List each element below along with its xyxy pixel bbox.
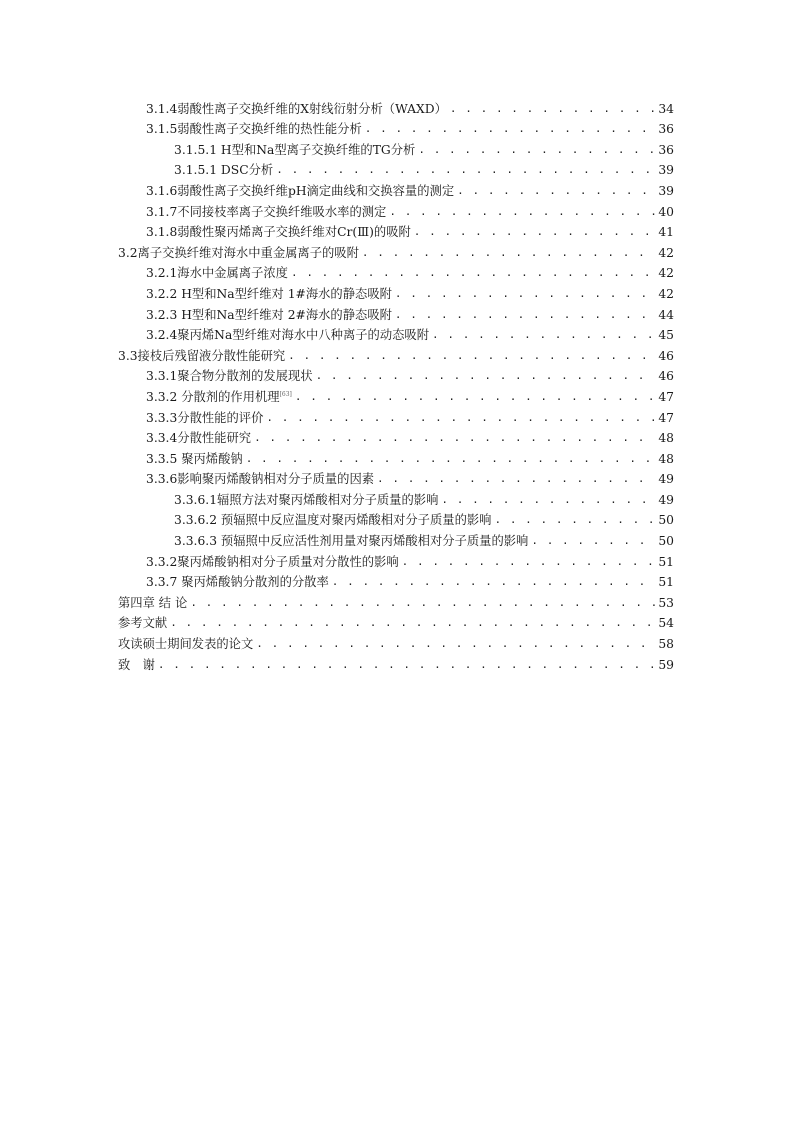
toc-entry-title <box>146 224 411 240</box>
toc-entry-title-text: 3.3.7 聚丙烯酸钠分散剂的分散率 <box>146 575 329 590</box>
toc-entry-page-number: 53 <box>658 595 674 610</box>
toc-entry-page-number: 48 <box>658 431 674 446</box>
toc-entry-title-text: 3.3接枝后残留液分散性能研究 <box>118 348 286 363</box>
toc-entry-title <box>118 657 155 673</box>
dot-leader <box>158 657 655 673</box>
toc-entry-title-text: 3.3.6.1辐照方法对聚丙烯酸相对分子质量的影响 <box>174 492 439 507</box>
dot-leader <box>395 307 655 323</box>
toc-entry-title-text: 3.2.4聚丙烯Na型纤维对海水中八种离子的动态吸附 <box>146 328 430 343</box>
toc-entry[interactable] <box>118 96 674 117</box>
toc-entry-page-number: 39 <box>658 163 674 178</box>
toc-entry-page-number: 59 <box>658 657 674 672</box>
dot-leader <box>316 368 655 384</box>
dot-leader <box>389 204 655 220</box>
toc-entry[interactable] <box>118 467 674 488</box>
toc-entry[interactable] <box>118 631 674 652</box>
toc-entry-title <box>174 533 528 549</box>
dot-leader <box>246 451 655 467</box>
toc-entry-title-text: 3.3.3分散性能的评价 <box>146 410 264 425</box>
toc-entry-title-text: 3.3.5 聚丙烯酸钠 <box>146 451 243 466</box>
toc-entry[interactable] <box>118 199 674 220</box>
toc-entry-page-number: 41 <box>658 225 674 240</box>
toc-entry-title-text: 3.1.4弱酸性离子交换纤维的X射线衍射分析（WAXD） <box>146 101 447 116</box>
toc-entry-title-text: 参考文献 <box>118 616 168 631</box>
toc-entry-page-number: 51 <box>658 575 674 590</box>
dot-leader <box>190 595 655 611</box>
toc-entry-title <box>146 554 399 570</box>
toc-entry[interactable] <box>118 549 674 570</box>
toc-entry-page-number: 47 <box>658 410 674 425</box>
toc-entry-title-text: 3.2.3 H型和Na型纤维对 2#海水的静态吸附 <box>146 307 392 322</box>
toc-entry-title-text: 3.1.5弱酸性离子交换纤维的热性能分析 <box>146 122 362 137</box>
toc-entry-title <box>146 307 392 323</box>
toc-entry[interactable] <box>118 446 674 467</box>
dot-leader <box>531 533 655 549</box>
toc-entry-title <box>146 574 329 590</box>
toc-entry-title <box>118 615 167 631</box>
dot-leader <box>414 224 655 240</box>
toc-entry-page-number: 47 <box>658 389 674 404</box>
toc-entry-page-number: 54 <box>658 616 674 631</box>
toc-entry[interactable] <box>118 508 674 529</box>
toc-entry-page-number: 48 <box>658 451 674 466</box>
toc-entry[interactable] <box>118 487 674 508</box>
toc-entry[interactable] <box>118 261 674 282</box>
toc-entry[interactable] <box>118 364 674 385</box>
toc-entry[interactable] <box>118 570 674 591</box>
toc-entry-page-number: 49 <box>658 492 674 507</box>
toc-entry-title <box>146 101 447 117</box>
toc-entry-title <box>146 430 251 446</box>
toc-entry[interactable] <box>118 240 674 261</box>
toc-entry-page-number: 42 <box>658 266 674 281</box>
toc-entry[interactable] <box>118 302 674 323</box>
toc-entry-title <box>146 183 454 199</box>
toc-entry[interactable] <box>118 220 674 241</box>
dot-leader <box>450 101 655 117</box>
dot-leader <box>254 430 655 446</box>
toc-entry[interactable] <box>118 137 674 158</box>
toc-entry-page-number: 50 <box>658 513 674 528</box>
toc-entry[interactable] <box>118 158 674 179</box>
toc-entry-title-text: 3.2.1海水中金属离子浓度 <box>146 266 288 281</box>
dot-leader <box>402 554 655 570</box>
toc-entry[interactable] <box>118 384 674 405</box>
dot-leader <box>276 162 655 178</box>
toc-entry-title-text: 3.1.5.1 H型和Na型离子交换纤维的TG分析 <box>174 142 416 157</box>
dot-leader <box>256 636 655 652</box>
toc-entry-page-number: 50 <box>658 534 674 549</box>
toc-entry-title <box>118 348 285 364</box>
toc-entry-page-number: 40 <box>658 204 674 219</box>
toc-entry-title <box>174 162 273 178</box>
toc-entry[interactable] <box>118 652 674 673</box>
toc-entry-title <box>146 368 313 384</box>
dot-leader <box>288 348 655 364</box>
toc-entry-page-number: 46 <box>658 348 674 363</box>
toc-entry-title <box>174 512 491 528</box>
dot-leader <box>418 142 655 158</box>
toc-entry-title-text: 3.2离子交换纤维对海水中重金属离子的吸附 <box>118 245 359 260</box>
dot-leader <box>291 265 655 281</box>
toc-entry[interactable] <box>118 323 674 344</box>
toc-entry-page-number: 46 <box>658 369 674 384</box>
toc-entry-title <box>146 327 429 343</box>
dot-leader <box>457 183 655 199</box>
toc-entry-title <box>174 142 415 158</box>
toc-entry-title-text: 3.3.4分散性能研究 <box>146 431 252 446</box>
toc-entry-title-text: 3.1.6弱酸性离子交换纤维pH滴定曲线和交换容量的测定 <box>146 183 455 198</box>
toc-entry[interactable] <box>118 117 674 138</box>
toc-entry-title <box>118 636 253 652</box>
toc-entry-title <box>118 245 359 261</box>
toc-entry-title <box>146 286 392 302</box>
dot-leader <box>332 574 655 590</box>
toc-entry-page-number: 49 <box>658 472 674 487</box>
toc-entry[interactable] <box>118 343 674 364</box>
dot-leader <box>295 389 655 405</box>
toc-entry-title-text: 3.3.2聚丙烯酸钠相对分子质量对分散性的影响 <box>146 554 399 569</box>
toc-entry[interactable] <box>118 405 674 426</box>
toc-entry-title <box>146 410 263 426</box>
toc-entry-page-number: 34 <box>658 101 674 116</box>
toc-entry-page-number: 42 <box>658 286 674 301</box>
dot-leader <box>441 492 655 508</box>
toc-entry-page-number: 45 <box>658 328 674 343</box>
dot-leader <box>494 512 655 528</box>
toc-entry-page-number: 44 <box>658 307 674 322</box>
toc-entry-title <box>146 121 362 137</box>
toc-entry-title-text: 第四章 结 论 <box>118 595 188 610</box>
toc-entry-page-number: 58 <box>658 637 674 652</box>
toc-entry-title <box>146 451 243 467</box>
toc-entry-title-text: 3.3.6影响聚丙烯酸钠相对分子质量的因素 <box>146 472 375 487</box>
dot-leader <box>377 471 655 487</box>
toc-entry-title <box>174 492 438 508</box>
toc-entry-page-number: 51 <box>658 554 674 569</box>
toc-entry-title-text: 3.1.7不同接枝率离子交换纤维吸水率的测定 <box>146 204 387 219</box>
toc-entry-title-text: 3.3.1聚合物分散剂的发展现状 <box>146 369 313 384</box>
toc-entry-page-number: 36 <box>658 142 674 157</box>
toc-entry-title <box>146 265 288 281</box>
citation-superscript: [63] <box>279 390 292 398</box>
toc-entry-title <box>146 471 374 487</box>
dot-leader <box>432 327 655 343</box>
dot-leader <box>266 410 655 426</box>
table-of-contents <box>118 96 674 673</box>
toc-entry[interactable] <box>118 281 674 302</box>
toc-entry-title-text: 3.3.6.3 预辐照中反应活性剂用量对聚丙烯酸相对分子质量的影响 <box>174 534 529 549</box>
dot-leader <box>365 121 655 137</box>
toc-entry-title-text: 攻读硕士期间发表的论文 <box>118 637 254 652</box>
toc-entry[interactable] <box>118 426 674 447</box>
toc-entry[interactable] <box>118 528 674 549</box>
toc-entry-title-text: 3.1.5.1 DSC分析 <box>174 163 274 178</box>
toc-entry-title-text: 3.1.8弱酸性聚丙烯离子交换纤维对Cr(Ⅲ)的吸附 <box>146 225 411 240</box>
toc-entry[interactable] <box>118 590 674 611</box>
toc-entry[interactable] <box>118 611 674 632</box>
toc-entry-title-text: 3.3.2 分散剂的作用机理 <box>146 389 280 404</box>
toc-entry-title <box>146 387 292 405</box>
toc-entry-title <box>118 595 187 611</box>
toc-entry-title-text: 3.2.2 H型和Na型纤维对 1#海水的静态吸附 <box>146 286 392 301</box>
toc-entry-title-text: 致 谢 <box>118 657 155 672</box>
toc-entry-page-number: 36 <box>658 122 674 137</box>
toc-entry[interactable] <box>118 178 674 199</box>
toc-entry-title-text: 3.3.6.2 预辐照中反应温度对聚丙烯酸相对分子质量的影响 <box>174 513 492 528</box>
toc-entry-title <box>146 204 386 220</box>
dot-leader <box>170 615 655 631</box>
dot-leader <box>395 286 655 302</box>
toc-entry-page-number: 42 <box>658 245 674 260</box>
toc-entry-page-number: 39 <box>658 183 674 198</box>
dot-leader <box>362 245 655 261</box>
